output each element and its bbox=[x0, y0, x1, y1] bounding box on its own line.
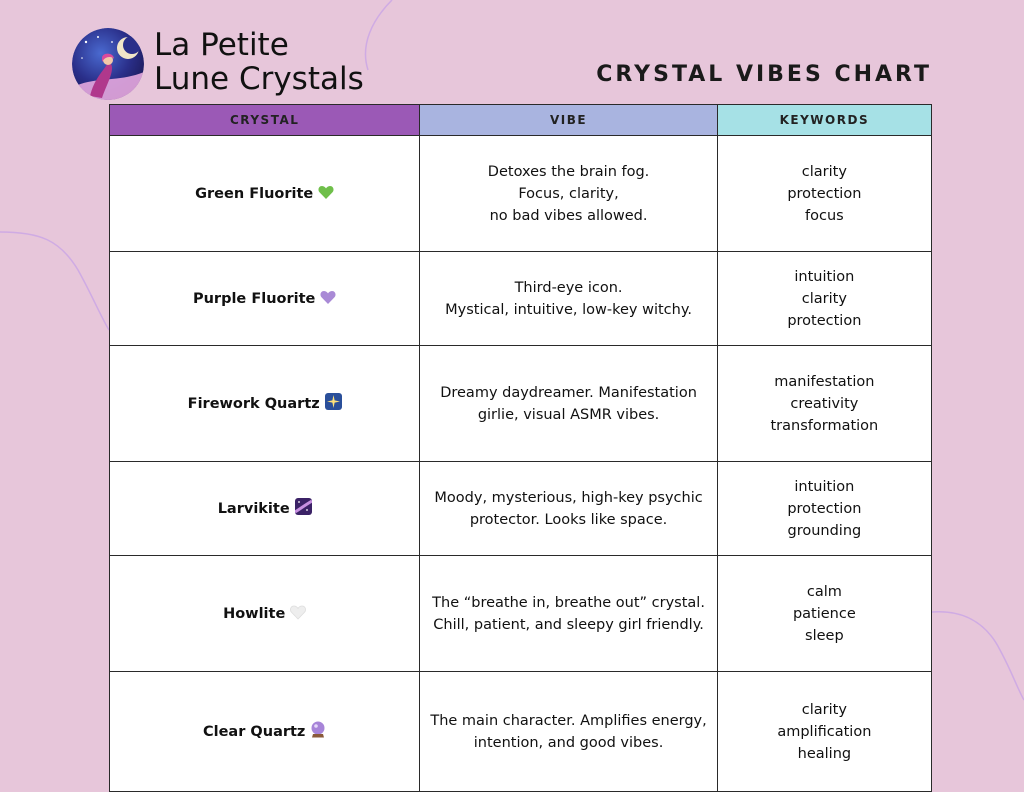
sparkler-icon bbox=[325, 393, 342, 410]
keywords-list: intuition clarity protection bbox=[787, 268, 862, 329]
keywords-list: calm patience sleep bbox=[792, 583, 856, 644]
vibe-cell bbox=[420, 462, 717, 556]
keywords-list: manifestation creativity transformation bbox=[770, 373, 879, 434]
chart-title: CRYSTAL VIBES CHART bbox=[596, 62, 932, 87]
crystal-cell bbox=[110, 672, 420, 792]
keywords-list: clarity protection focus bbox=[787, 163, 862, 224]
vibe-cell bbox=[420, 252, 717, 346]
table-header-row bbox=[110, 105, 932, 136]
brand bbox=[72, 28, 364, 100]
keywords-cell bbox=[717, 252, 931, 346]
vibe-text: The “breathe in, breathe out” crystal. Chill, patient, and sleepy girl friendly. bbox=[432, 594, 705, 633]
table-row bbox=[110, 252, 932, 346]
purple-heart-icon bbox=[320, 290, 336, 305]
vibe-text: Detoxes the brain fog. Focus, clarity, no bad vibes allowed. bbox=[487, 163, 650, 224]
table-row bbox=[110, 672, 932, 792]
keywords-list: intuition protection grounding bbox=[787, 478, 862, 539]
crystal-name: Green Fluorite bbox=[195, 185, 314, 202]
brand-logo bbox=[72, 28, 144, 100]
table-row bbox=[110, 556, 932, 672]
keywords-cell bbox=[717, 556, 931, 672]
green-heart-icon bbox=[318, 185, 334, 200]
crystal-name: Clear Quartz bbox=[202, 723, 306, 740]
keywords-list: clarity amplification healing bbox=[777, 701, 872, 762]
vibe-text: Moody, mysterious, high-key psychic protector. Looks like space. bbox=[434, 489, 703, 528]
header-vibe: VIBE bbox=[420, 105, 717, 136]
table-row bbox=[110, 136, 932, 252]
white-heart-icon bbox=[290, 605, 306, 620]
crystal-cell bbox=[110, 346, 420, 462]
vibe-text: Third-eye icon. Mystical, intuitive, low-key witchy. bbox=[445, 279, 692, 318]
vibe-cell bbox=[420, 346, 717, 462]
vibe-cell bbox=[420, 672, 717, 792]
crystal-name: Howlite bbox=[223, 605, 286, 622]
header-keywords: KEYWORDS bbox=[717, 105, 931, 136]
keywords-cell bbox=[717, 136, 931, 252]
table-row bbox=[110, 346, 932, 462]
crystal-ball-icon bbox=[310, 721, 326, 738]
brand-name: La Petite Lune Crystals bbox=[154, 27, 364, 97]
crystal-name: Firework Quartz bbox=[187, 395, 320, 412]
vibe-text: The main character. Amplifies energy, intention, and good vibes. bbox=[430, 712, 707, 751]
vibe-text: Dreamy daydreamer. Manifestation girlie, visual ASMR vibes. bbox=[440, 384, 697, 423]
crystal-cell bbox=[110, 252, 420, 346]
crystal-vibes-table bbox=[109, 104, 932, 792]
vibe-cell bbox=[420, 136, 717, 252]
crystal-name: Purple Fluorite bbox=[192, 290, 316, 307]
crystal-name: Larvikite bbox=[217, 500, 290, 517]
crystal-cell bbox=[110, 556, 420, 672]
keywords-cell bbox=[717, 346, 931, 462]
table-row bbox=[110, 462, 932, 556]
crystal-cell bbox=[110, 136, 420, 252]
keywords-cell bbox=[717, 462, 931, 556]
milky-way-icon bbox=[295, 498, 312, 515]
vibe-cell bbox=[420, 556, 717, 672]
crystal-cell bbox=[110, 462, 420, 556]
keywords-cell bbox=[717, 672, 931, 792]
header-crystal: CRYSTAL bbox=[110, 105, 420, 136]
